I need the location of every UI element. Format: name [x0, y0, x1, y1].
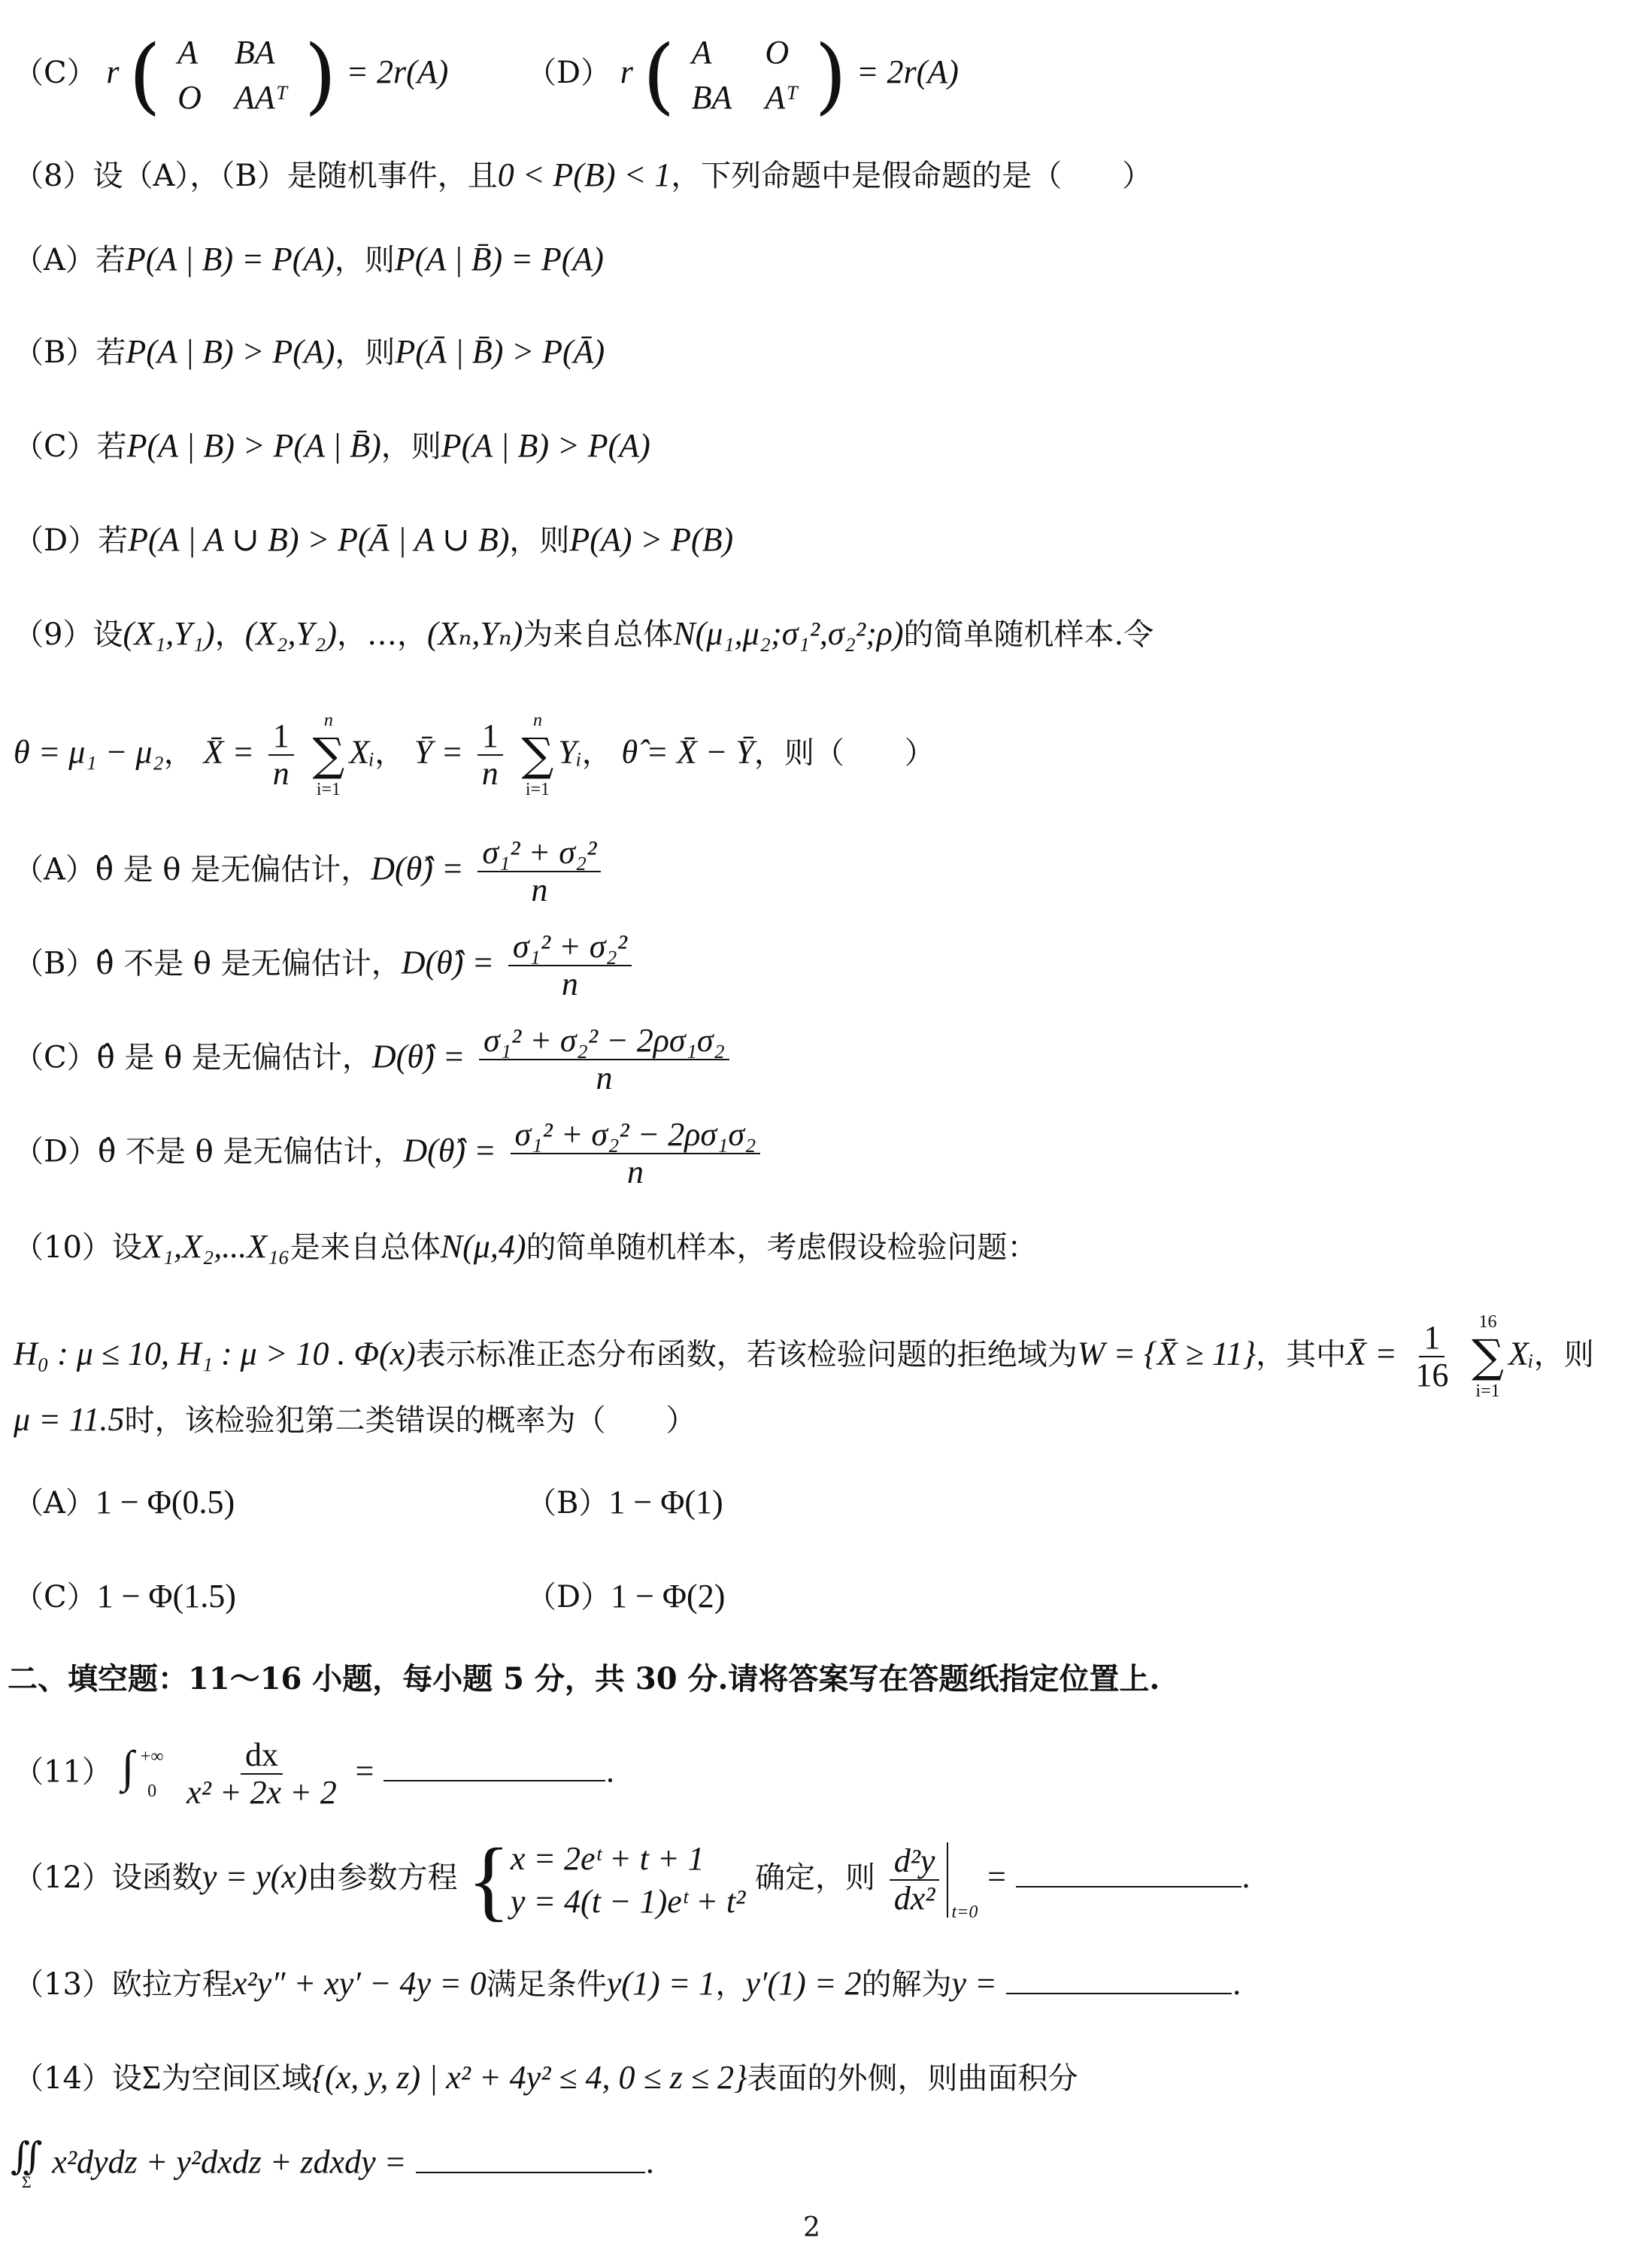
- frac-den: 16: [1415, 1357, 1449, 1394]
- integral-upper: +∞: [140, 1747, 164, 1766]
- q8-stem-text: ，下列命题中是假命题的是（ ）: [671, 159, 1153, 193]
- q14-stem-text: 表面的外侧，则曲面积分: [747, 2061, 1078, 2096]
- q7-option-c: （C） r ( A BA O AAᵀ ) = 2r(A): [14, 27, 449, 123]
- option-label: （D）: [14, 1134, 99, 1169]
- q9-stem-text: （9）设: [14, 617, 123, 652]
- q13: [14, 1963, 1241, 2006]
- q13-stem-text: 满足条件: [486, 1967, 607, 2002]
- option-value: 1 − Φ(1.5): [96, 1578, 236, 1615]
- q10-frac: [1411, 1320, 1453, 1394]
- page-number: 2: [803, 2212, 820, 2243]
- option-label: （C）: [14, 1040, 97, 1075]
- q9-pair: (X₂,Y₂): [244, 615, 337, 652]
- q12-parametric-system: { x = 2eᵗ + t + 1 y = 4(t − 1)eᵗ + t²: [467, 1830, 746, 1930]
- q7-option-d-rhs: = 2r(A): [856, 53, 959, 90]
- option-variance: D(θ̂) =: [371, 1038, 465, 1075]
- q11: [14, 1737, 615, 1812]
- q10-mu: μ = 11.5: [14, 1401, 125, 1438]
- frac-den: n: [481, 755, 499, 793]
- q9-dots: …，: [366, 617, 427, 652]
- matrix-entry: O: [765, 34, 790, 71]
- q9-option-a: [14, 835, 605, 909]
- double-integral: ∬: [11, 2135, 43, 2177]
- sum-top: n: [323, 711, 333, 730]
- sum-bottom: i=1: [1475, 1381, 1500, 1402]
- q8-option-c: [14, 425, 650, 468]
- q14-region: {(x, y, z) | x² + 4y² ≤ 4, 0 ≤ z ≤ 2}: [311, 2059, 747, 2096]
- q12: [14, 1830, 1251, 1933]
- option-condition: P(A | B) > P(A): [126, 333, 335, 370]
- q14-stem-text: 为空间区域: [161, 2061, 312, 2096]
- frac-num: σ₁² + σ₂² − 2ρσ₁σ₂: [511, 1117, 761, 1154]
- q10-option-c: [14, 1575, 236, 1618]
- q9-stem-text: 为来自总体: [523, 617, 674, 652]
- evaluation-bar: [947, 1842, 948, 1918]
- frac-num: 1: [268, 718, 294, 756]
- q12-eval-point: t=0: [951, 1903, 978, 1922]
- option-value: 1 − Φ(2): [611, 1578, 726, 1615]
- q7-option-c-matrix: ( A BA O AAᵀ ): [129, 27, 337, 123]
- option-frac: [511, 1117, 761, 1191]
- frac-den: x² + 2x + 2: [186, 1774, 337, 1812]
- q9-yi: Yᵢ: [558, 733, 582, 771]
- sum-sign: n ∑ i=1: [312, 711, 345, 800]
- q9-stem: （9）设(X₁,Y₁)，(X₂,Y₂)，…，(Xₙ,Yₙ)为来自总体N(μ₁,μ₂;σ₁²,σ₂²;ρ)的简单随机样本.令: [14, 615, 1154, 652]
- q10-question: [14, 1399, 696, 1442]
- frac-num: 1: [477, 718, 503, 756]
- option-text: θ̂ 是 θ 是无偏估计，: [96, 1040, 372, 1075]
- matrix-entry: Aᵀ: [765, 79, 799, 116]
- integral-lower: 0: [147, 1781, 157, 1802]
- q13-y-equals: y =: [951, 1965, 997, 2002]
- frac-den: n: [596, 1060, 613, 1097]
- frac-num: σ₁² + σ₂² − 2ρσ₁σ₂: [479, 1023, 729, 1060]
- matrix-entry: BA: [691, 79, 732, 116]
- option-condition: P(A | B) = P(A): [125, 241, 335, 277]
- option-label: （D）: [526, 1580, 611, 1615]
- q14-end: .: [645, 2145, 655, 2181]
- q7-option-c-label: （C）: [14, 56, 97, 90]
- sum-bottom: i=1: [316, 780, 341, 800]
- option-result: P(A | B) > P(A): [441, 427, 650, 464]
- q7-option-c-rhs: = 2r(A): [346, 53, 449, 90]
- q8-stem-text: （8）设（A），（B）是随机事件，且: [14, 159, 498, 193]
- option-text: ，则: [380, 429, 441, 464]
- q12-function: y = y(x): [202, 1858, 308, 1895]
- option-label: （A）: [14, 852, 95, 887]
- q9-ybar-lhs: Ȳ =: [414, 733, 464, 771]
- sum-top: n: [532, 711, 542, 730]
- q10-distribution: N(μ,4): [440, 1228, 526, 1265]
- q10-stem-text: 的简单随机样本，考虑假设检验问题：: [526, 1230, 1038, 1265]
- q9-definitions: θ = μ₁ − μ₂， X̄ = $\frac{1}{n}$ n ∑ i=1 Xᵢ， Ȳ = $\frac{1}{n}$ n ∑ i=1 Yᵢ， θ̂ = X̄ − Ȳ，则（ ）: [14, 711, 935, 800]
- frac-den: dx²: [893, 1880, 935, 1917]
- q10-stem-text: ，则: [1533, 1337, 1594, 1372]
- q13-condition: y′(1) = 2: [745, 1965, 862, 2002]
- q8-stem: [14, 154, 1152, 197]
- frac-den: n: [531, 872, 548, 909]
- sum-sign: n ∑ i=1: [521, 711, 554, 800]
- q9-theta-def: θ = μ₁ − μ₂: [14, 733, 164, 771]
- q9-xi: Xᵢ: [349, 733, 375, 771]
- q9-pair: (X₁,Y₁): [123, 615, 215, 652]
- q8-condition: 0 < P(B) < 1: [497, 156, 672, 193]
- q9-option-b: [14, 929, 636, 1003]
- option-condition: P(A | B) > P(A | B̄): [126, 427, 381, 464]
- integral-sign: ∫: [121, 1742, 135, 1792]
- option-label: （C）: [14, 1580, 97, 1615]
- q13-stem-text: （13）欧拉方程: [14, 1967, 232, 2002]
- q8-option-b: [14, 331, 605, 374]
- option-text: ，则: [335, 335, 396, 370]
- q10-stem: [14, 1226, 1037, 1269]
- q12-stem-text: （12）设函数: [14, 1860, 202, 1895]
- q7-option-d-label: （D）: [526, 56, 611, 90]
- q11-frac: [182, 1737, 341, 1812]
- option-variance: D(θ̂) =: [401, 944, 495, 981]
- q13-ode: x²y″ + xy′ − 4y = 0: [232, 1965, 487, 2002]
- answer-blank[interactable]: [1016, 1878, 1241, 1887]
- integral-subscript: Σ: [21, 2172, 32, 2191]
- option-condition: P(A | A ∪ B) > P(Ā | A ∪ B): [128, 521, 510, 558]
- frac-den: n: [272, 755, 290, 793]
- q9-xbar-frac: [268, 718, 294, 793]
- q10-sample: X₁,X₂,...X₁₆: [141, 1228, 290, 1265]
- option-variance: D(θ̂) =: [371, 850, 464, 887]
- q14-stem: [14, 2057, 1078, 2100]
- q10-stem-text: ，其中: [1256, 1337, 1347, 1372]
- option-frac: [479, 1023, 729, 1097]
- q7-option-d: （D） r ( A O BA Aᵀ ) = 2r(A): [526, 27, 959, 123]
- frac-den: n: [561, 966, 578, 1003]
- option-label: （C）若: [14, 429, 127, 464]
- q9-option-c: [14, 1023, 734, 1097]
- option-frac: [477, 835, 601, 909]
- q10-hypothesis: [14, 1312, 1594, 1402]
- sum-bottom: i=1: [525, 780, 550, 800]
- q8-option-a: [14, 238, 604, 281]
- q10-xi: Xᵢ: [1508, 1335, 1534, 1372]
- option-result: P(A | B̄) = P(A): [394, 241, 604, 277]
- q12-equals: =: [987, 1858, 1006, 1895]
- q9-option-d: [14, 1117, 765, 1191]
- frac-num: d²y: [890, 1843, 940, 1881]
- q10-xbar: X̄ =: [1346, 1335, 1397, 1372]
- option-value: 1 − Φ(1): [608, 1484, 723, 1521]
- q9-thetahat-def: θ̂ = X̄ − Ȳ: [621, 733, 754, 771]
- q10-option-d: [526, 1575, 725, 1618]
- q10-stem-text: 时，该检验犯第二类错误的概率为（ ）: [124, 1403, 696, 1438]
- option-text: ，则: [334, 243, 395, 277]
- surface-integral-sign: [11, 2135, 43, 2191]
- option-result: P(A) > P(B): [569, 521, 734, 558]
- matrix-entry: AAᵀ: [234, 79, 288, 116]
- q9-pair: (Xₙ,Yₙ): [426, 615, 523, 652]
- answer-blank[interactable]: [416, 2164, 645, 2173]
- q14-stem-text: （14）设: [14, 2061, 142, 2096]
- matrix-entry: BA: [234, 34, 275, 71]
- option-label: （A）若: [14, 243, 126, 277]
- q9-stem-text: 的简单随机样本.令: [903, 617, 1154, 652]
- q13-end: .: [1232, 1967, 1242, 2002]
- frac-num: dx: [241, 1737, 283, 1775]
- q10-stem-text: 是来自总体: [290, 1230, 441, 1265]
- q11-end: .: [605, 1754, 615, 1790]
- q14-sigma: Σ: [141, 2059, 162, 2096]
- matrix-entry: O: [177, 79, 202, 116]
- q9-distribution: N(μ₁,μ₂;σ₁²,σ₂²;ρ): [673, 615, 904, 652]
- option-text: θ̂ 是 θ 是无偏估计，: [95, 852, 371, 887]
- q14-integral: [11, 2135, 655, 2191]
- frac-num: σ₁² + σ₂²: [477, 835, 601, 872]
- q10-option-b: [526, 1481, 723, 1524]
- q14-integrand: x²dydz + y²dxdz + zdxdy =: [52, 2143, 407, 2181]
- q13-condition: y(1) = 1: [606, 1965, 716, 2002]
- matrix-entry: A: [177, 34, 198, 71]
- frac-den: n: [626, 1154, 644, 1191]
- q12-stem-text: 确定，则: [755, 1860, 876, 1895]
- q10-stem-text: 表示标准正态分布函数，若该检验问题的拒绝域为: [415, 1337, 1078, 1372]
- matrix-entry: A: [691, 34, 712, 71]
- q11-equals: =: [355, 1752, 374, 1790]
- q10-region: W = {X̄ ≥ 11}: [1077, 1335, 1257, 1372]
- q12-end: .: [1241, 1860, 1251, 1895]
- q12-equation: x = 2eᵗ + t + 1: [510, 1839, 705, 1877]
- option-label: （A）: [14, 1486, 95, 1521]
- option-text: ，则: [509, 523, 570, 558]
- q9-then: ，则（ ）: [753, 735, 935, 771]
- answer-blank[interactable]: [1006, 1985, 1232, 1994]
- frac-num: 1: [1419, 1320, 1445, 1357]
- sum-top: 16: [1478, 1312, 1497, 1332]
- q10-stem-text: （10）设: [14, 1230, 142, 1265]
- q10-option-a: [14, 1481, 235, 1524]
- option-label: （D）若: [14, 523, 129, 558]
- option-value: 1 − Φ(0.5): [95, 1484, 235, 1521]
- integral-limits: [141, 1747, 164, 1802]
- q8-option-d: [14, 519, 733, 562]
- answer-blank[interactable]: [384, 1772, 605, 1781]
- option-label: （B）: [14, 946, 96, 981]
- q13-separator: ，: [715, 1967, 746, 2002]
- q13-stem-text: 的解为: [861, 1967, 952, 2002]
- option-text: θ̂ 不是 θ 是无偏估计，: [95, 946, 402, 981]
- q12-derivative: [890, 1843, 940, 1918]
- frac-num: σ₁² + σ₂²: [508, 929, 632, 966]
- q11-label: （11）: [14, 1754, 112, 1790]
- q12-equation: y = 4(t − 1)eᵗ + t²: [510, 1883, 746, 1920]
- q10-hypothesis-math: H₀ : μ ≤ 10, H₁ : μ > 10 . Φ(x): [14, 1335, 416, 1372]
- q7-option-d-matrix: ( A O BA Aᵀ ): [642, 27, 847, 123]
- sum-sign: 16 ∑ i=1: [1472, 1312, 1504, 1402]
- q9-xbar-lhs: X̄ =: [203, 733, 255, 771]
- q9-ybar-frac: [477, 718, 503, 793]
- option-text: θ̂ 不是 θ 是无偏估计，: [98, 1134, 404, 1169]
- q12-stem-text: 由参数方程: [307, 1860, 458, 1895]
- option-variance: D(θ̂) =: [403, 1132, 496, 1169]
- option-result: P(Ā | B̄) > P(Ā): [395, 333, 605, 370]
- option-label: （B）: [526, 1486, 609, 1521]
- option-frac: [508, 929, 632, 1003]
- option-label: （B）若: [14, 335, 126, 370]
- section-2-title: 二、填空题：11～16 小题，每小题 5 分，共 30 分.请将答案写在答题纸指定位置上.: [8, 1661, 1160, 1696]
